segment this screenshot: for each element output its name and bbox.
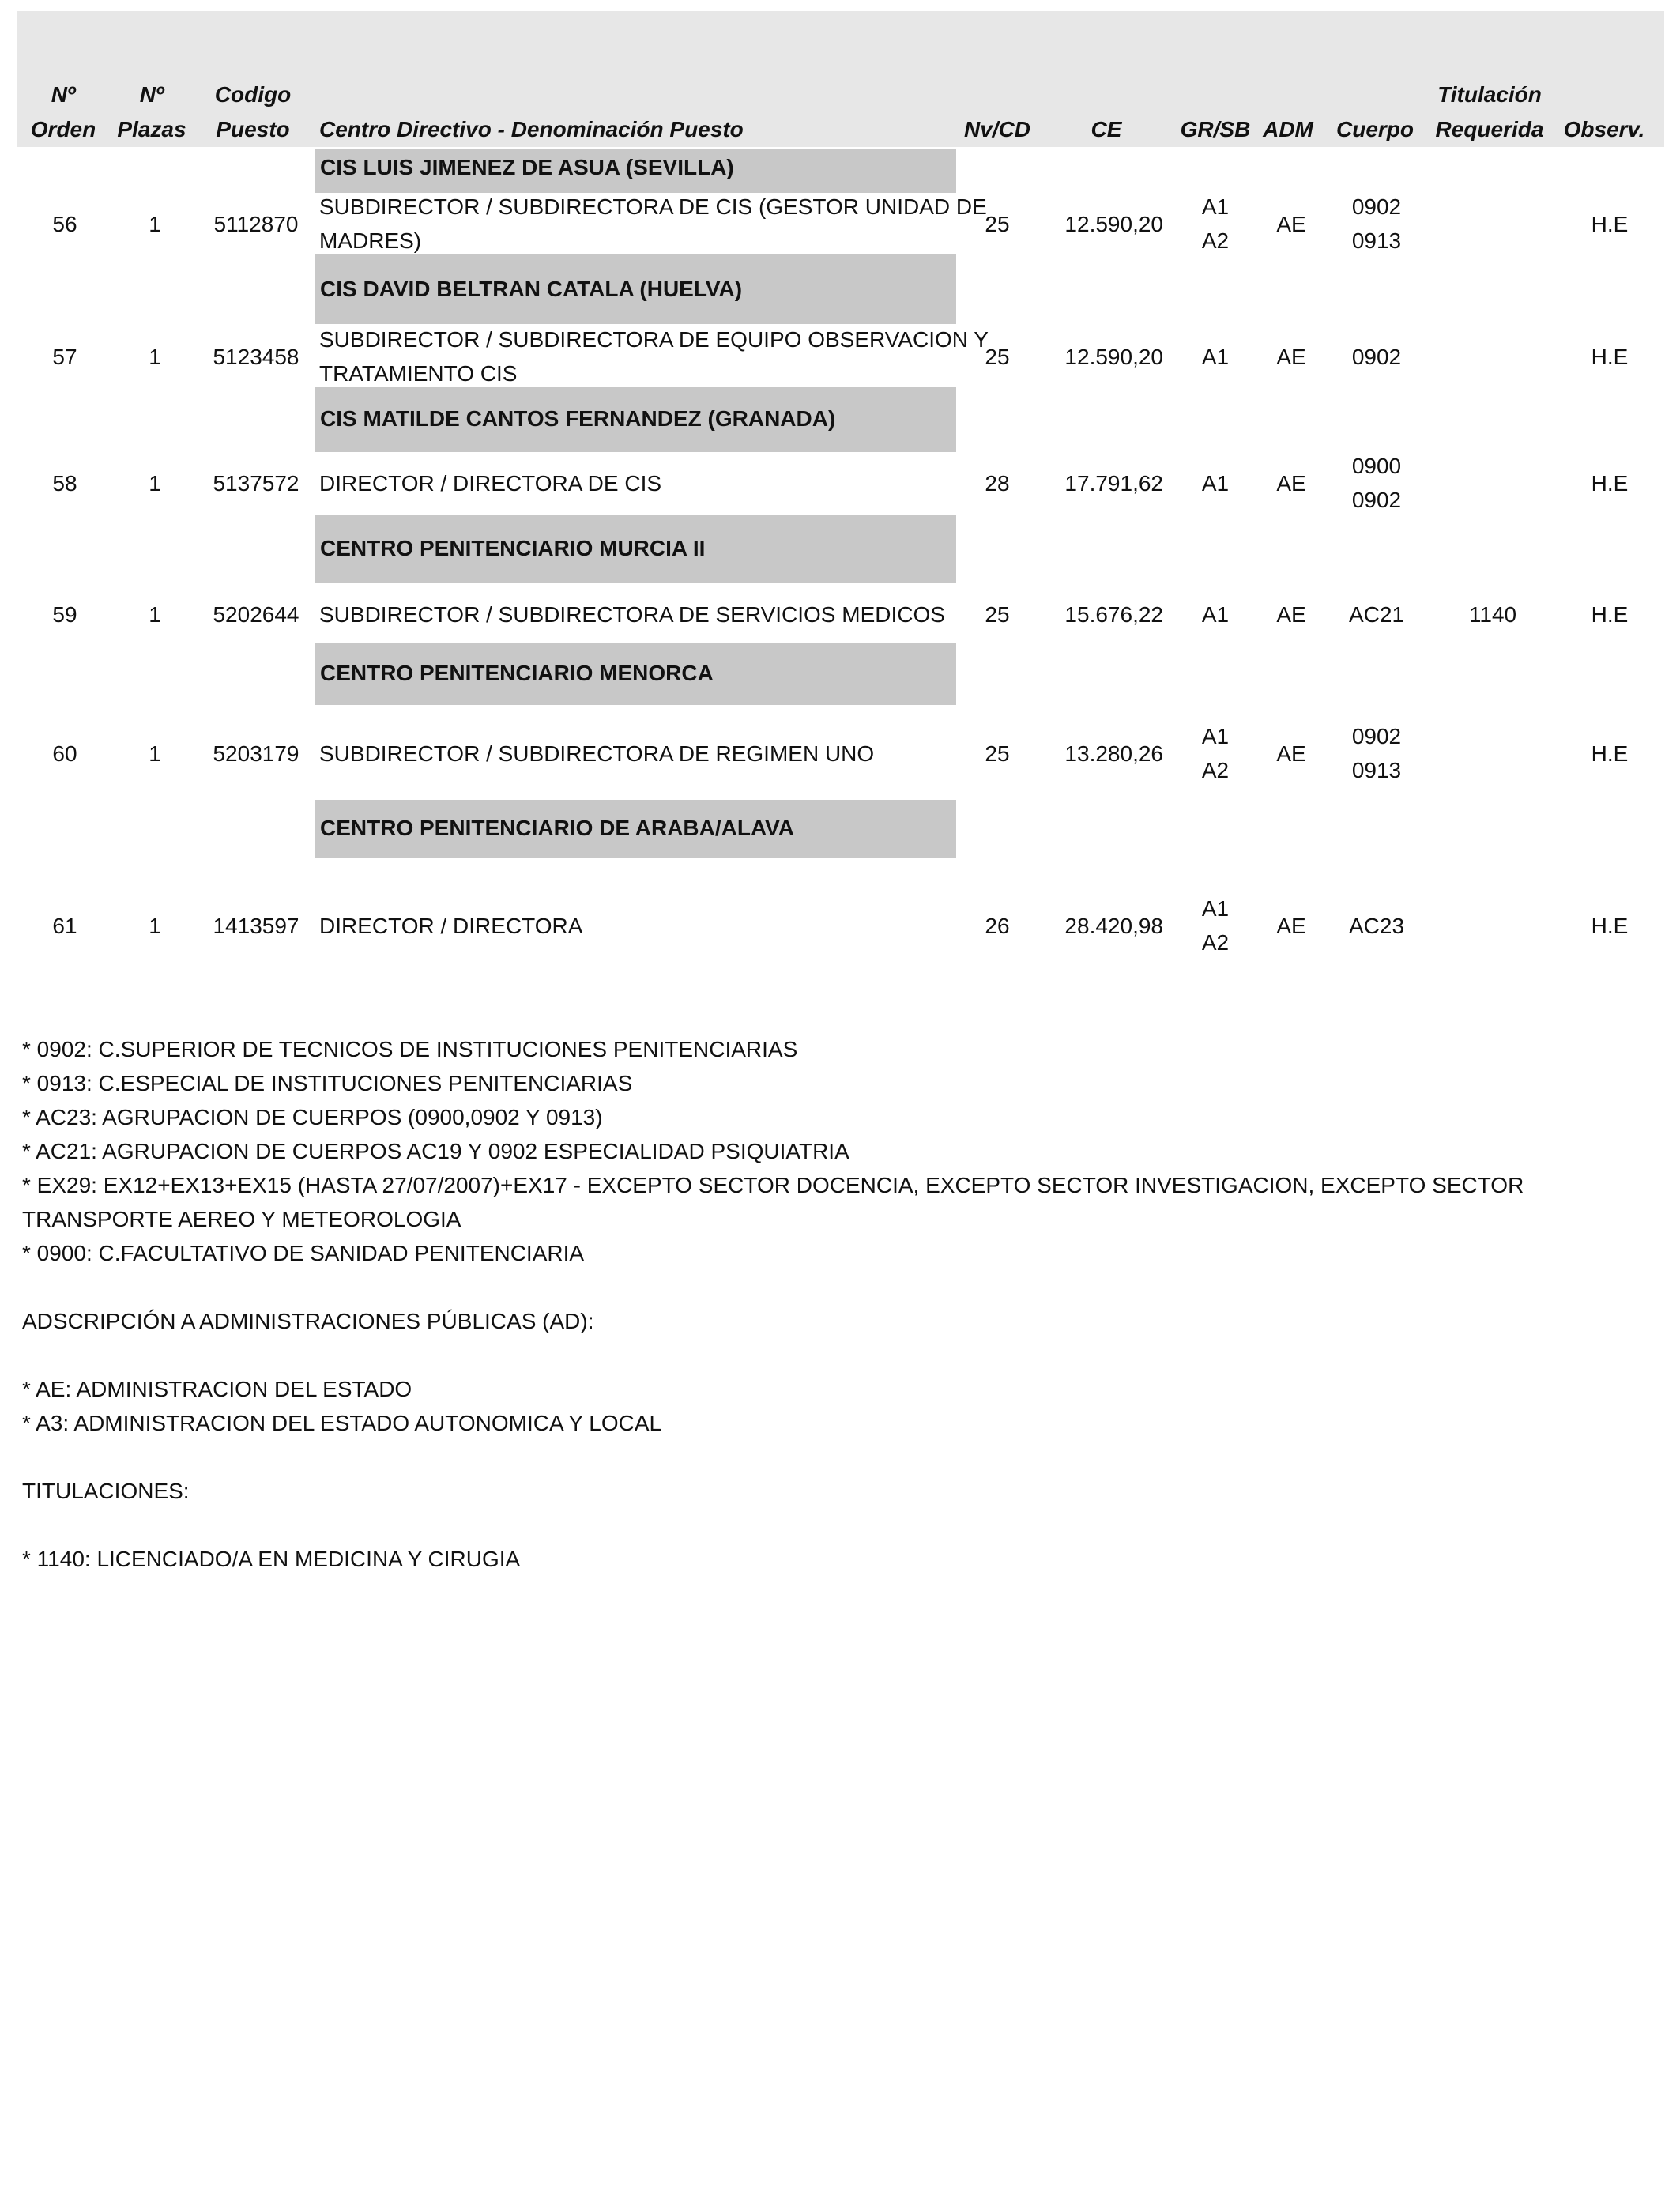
header-nvcd: Nv/CD [963, 117, 1030, 141]
header-adm: ADM [1263, 117, 1313, 141]
codigo-cell: 5202644 [213, 602, 299, 627]
observ-cell: H.E [1591, 914, 1629, 938]
center-name: CIS LUIS JIMENEZ DE ASUA (SEVILLA) [320, 155, 734, 179]
cuerpo-cell: 0902 [1351, 345, 1402, 369]
note-line: * AC21: AGRUPACION DE CUERPOS AC19 Y 0902 ESPECIALIDAD PSIQUIATRIA [22, 1139, 849, 1163]
cuerpo-cell: AC23 [1348, 914, 1405, 938]
puesto-cell: DIRECTOR / DIRECTORA [319, 914, 583, 938]
adm-cell: AE [1276, 741, 1306, 766]
grsb-cell: A1 [1201, 602, 1230, 627]
grsb-cell: A1 A2 [1201, 194, 1230, 253]
puesto-cell: SUBDIRECTOR / SUBDIRECTORA DE CIS (GESTOR UNIDAD DE MADRES) [319, 194, 987, 253]
section-heading-titulaciones: TITULACIONES: [22, 1479, 190, 1503]
cuerpo-cell: AC21 [1348, 602, 1405, 627]
note-line [22, 1270, 1666, 1304]
ce-cell: 12.590,20 [1064, 212, 1163, 236]
note-line [22, 1508, 1666, 1542]
puesto-cell: SUBDIRECTOR / SUBDIRECTORA DE REGIMEN UNO [319, 741, 875, 766]
header-codigo: Codigo Puesto [214, 82, 292, 141]
orden-cell: 61 [52, 914, 77, 938]
observ-cell: H.E [1591, 741, 1629, 766]
observ-cell: H.E [1591, 345, 1629, 369]
header-observ: Observ. [1563, 117, 1645, 141]
note-line [22, 1338, 1666, 1372]
adm-cell: AE [1276, 914, 1306, 938]
plazas-cell: 1 [149, 741, 161, 766]
ce-cell: 12.590,20 [1064, 345, 1163, 369]
codigo-cell: 5112870 [213, 212, 299, 236]
codigo-cell: 5137572 [213, 471, 299, 496]
adm-cell: AE [1276, 602, 1306, 627]
codigo-cell: 5123458 [213, 345, 299, 369]
plazas-cell: 1 [149, 914, 161, 938]
header-orden: Nº Orden [30, 82, 96, 141]
orden-cell: 57 [52, 345, 77, 369]
nv-cell: 25 [985, 741, 1010, 766]
center-name: CENTRO PENITENCIARIO MENORCA [320, 661, 714, 685]
plazas-cell: 1 [149, 212, 161, 236]
notes-section [22, 1032, 1666, 1576]
header-titulacion: Titulación Requerida [1435, 82, 1544, 141]
observ-cell: H.E [1591, 212, 1629, 236]
section-heading-adscripcion: ADSCRIPCIÓN A ADMINISTRACIONES PÚBLICAS (AD): [22, 1309, 594, 1333]
note-line: * 0900: C.FACULTATIVO DE SANIDAD PENITENCIARIA [22, 1241, 585, 1265]
puesto-cell: SUBDIRECTOR / SUBDIRECTORA DE EQUIPO OBSERVACION Y TRATAMIENTO CIS [319, 327, 989, 386]
adm-cell: AE [1276, 345, 1306, 369]
header-ce: CE [1090, 117, 1122, 141]
nv-cell: 28 [985, 471, 1010, 496]
orden-cell: 56 [52, 212, 77, 236]
puesto-cell: DIRECTOR / DIRECTORA DE CIS [319, 471, 662, 496]
adm-cell: AE [1276, 471, 1306, 496]
cuerpo-cell: 0900 0902 [1351, 454, 1402, 512]
note-line [22, 1440, 1666, 1474]
note-line: * AC23: AGRUPACION DE CUERPOS (0900,0902 Y 0913) [22, 1105, 603, 1129]
ce-cell: 15.676,22 [1064, 602, 1163, 627]
plazas-cell: 1 [149, 471, 161, 496]
plazas-cell: 1 [149, 602, 161, 627]
observ-cell: H.E [1591, 471, 1629, 496]
ce-cell: 13.280,26 [1064, 741, 1163, 766]
codigo-cell: 1413597 [213, 914, 299, 938]
grsb-cell: A1 [1201, 471, 1230, 496]
adm-cell: AE [1276, 212, 1306, 236]
nv-cell: 25 [985, 602, 1010, 627]
codigo-cell: 5203179 [213, 741, 299, 766]
orden-cell: 59 [52, 602, 77, 627]
center-name: CIS MATILDE CANTOS FERNANDEZ (GRANADA) [320, 406, 836, 431]
center-name: CIS DAVID BELTRAN CATALA (HUELVA) [320, 277, 743, 301]
note-line: * A3: ADMINISTRACION DEL ESTADO AUTONOMICA Y LOCAL [22, 1411, 662, 1435]
note-line: * 0902: C.SUPERIOR DE TECNICOS DE INSTITUCIONES PENITENCIARIAS [22, 1037, 798, 1061]
grsb-cell: A1 [1201, 345, 1230, 369]
header-centro: Centro Directivo - Denominación Puesto [319, 117, 744, 141]
nv-cell: 25 [985, 212, 1010, 236]
nv-cell: 25 [985, 345, 1010, 369]
header-grsb: GR/SB [1180, 117, 1251, 141]
center-name: CENTRO PENITENCIARIO MURCIA II [320, 536, 706, 560]
grsb-cell: A1 A2 [1201, 724, 1230, 782]
nv-cell: 26 [985, 914, 1010, 938]
header-cuerpo: Cuerpo [1336, 117, 1414, 141]
note-line: * AE: ADMINISTRACION DEL ESTADO [22, 1377, 412, 1401]
grsb-cell: A1 A2 [1201, 896, 1230, 955]
plazas-cell: 1 [149, 345, 161, 369]
puesto-cell: SUBDIRECTOR / SUBDIRECTORA DE SERVICIOS MEDICOS [319, 602, 945, 627]
titulacion-cell: 1140 [1468, 602, 1517, 627]
center-name: CENTRO PENITENCIARIO DE ARABA/ALAVA [320, 816, 794, 840]
note-line: * 1140: LICENCIADO/A EN MEDICINA Y CIRUGIA [22, 1547, 521, 1571]
note-line: * EX29: EX12+EX13+EX15 (HASTA 27/07/2007)+EX17 - EXCEPTO SECTOR DOCENCIA, EXCEPTO SECTOR INVESTIGACION, EXCEPTO SECTOR TRANSPORTE AEREO Y METEOROLOGIA [22, 1173, 1524, 1231]
note-line: * 0913: C.ESPECIAL DE INSTITUCIONES PENITENCIARIAS [22, 1071, 633, 1095]
orden-cell: 58 [52, 471, 77, 496]
cuerpo-cell: 0902 0913 [1351, 724, 1402, 782]
orden-cell: 60 [52, 741, 77, 766]
ce-cell: 17.791,62 [1064, 471, 1163, 496]
observ-cell: H.E [1591, 602, 1629, 627]
ce-cell: 28.420,98 [1064, 914, 1163, 938]
cuerpo-cell: 0902 0913 [1351, 194, 1402, 253]
header-plazas: Nº Plazas [117, 82, 186, 141]
